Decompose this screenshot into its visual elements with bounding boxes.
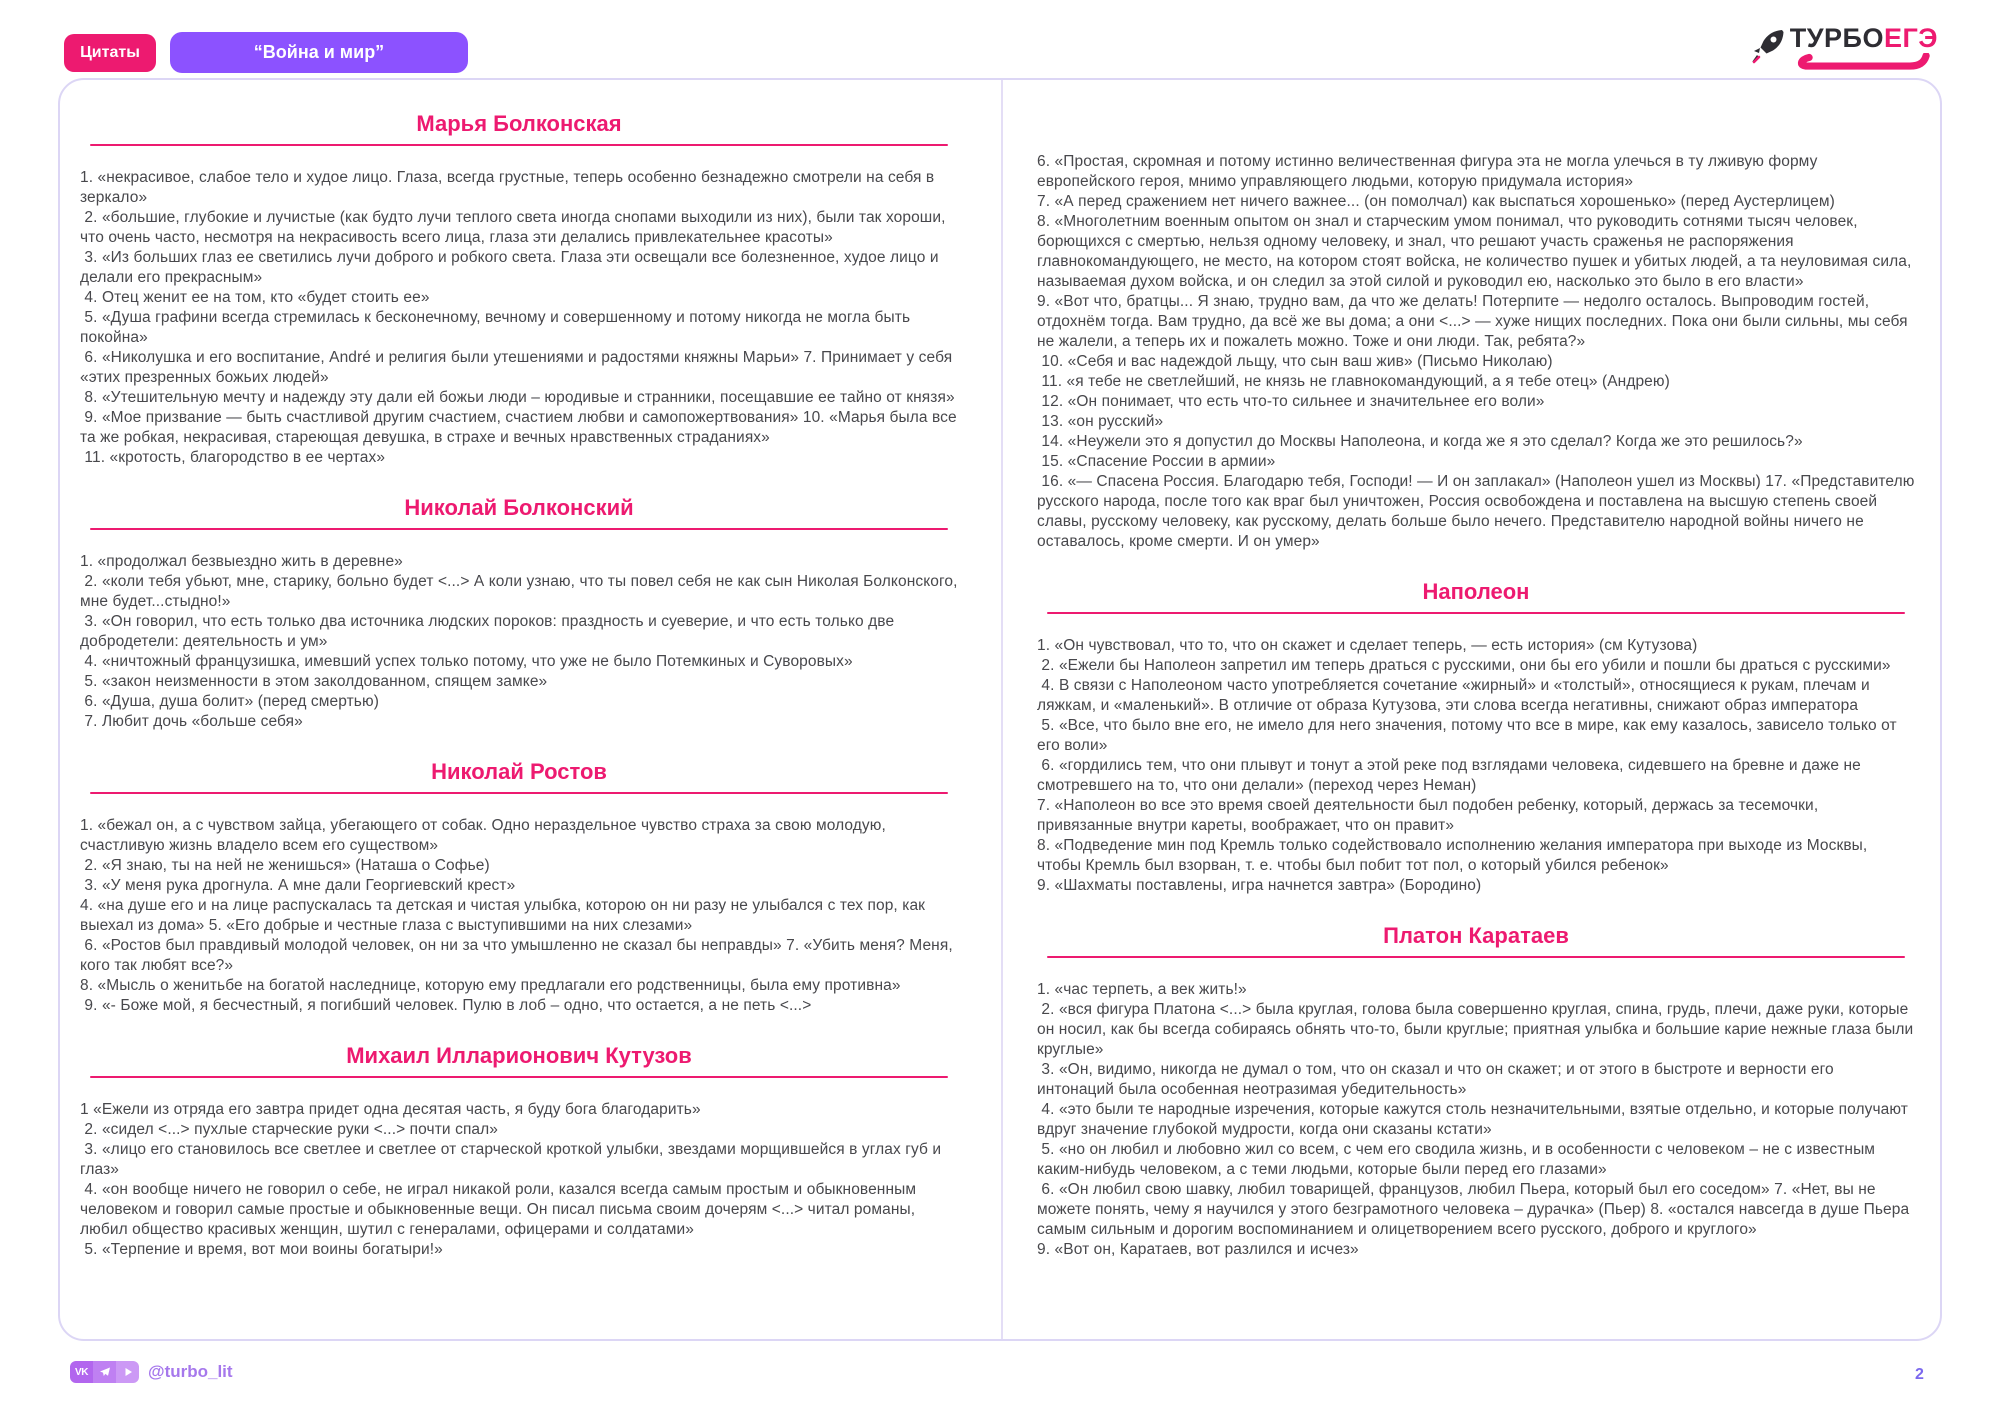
quote-paragraph: 6. «Простая, скромная и потому истинно величественная фигура эта не могла улечься в ту лживую форму европейского героя, мнимо управляющего людьми, которую придумала история»: [1037, 153, 1822, 190]
quote-paragraph: 7. «А перед сражением нет ничего важнее... (он помолчал) как выспаться хорошенько» (перед Аустерлицем): [1037, 193, 1835, 210]
quote-paragraph: 1. «некрасивое, слабое тело и худое лицо. Глаза, всегда грустные, теперь особенно безнадежно смотрели на себя в зеркало»: [80, 169, 939, 206]
section-heading: Наполеон: [1422, 579, 1530, 604]
quote-paragraph: 5. «Душа графини всегда стремилась к бесконечному, вечному и совершенному и потому никогда не могла быть покойна»: [80, 309, 915, 346]
quote-paragraph: 1. «продолжал безвыездно жить в деревне»: [80, 553, 403, 570]
quote-paragraph: 6. «гордились тем, что они плывут и тонут а этой реке под взглядами человека, сидевшего на бревне и даже не смотревшего на то, что они делали» (переход через Неман): [1037, 757, 1866, 794]
social-handle[interactable]: @turbo_lit: [148, 1362, 233, 1381]
quote-section: [1037, 922, 1918, 1260]
quote-paragraph: 6. «Он любил свою шавку, любил товарищей, французов, любил Пьера, который был его соседом» 7. «Нет, вы не можете понять, чему я научился у этого безграмотного человека – дурачка» (Пьер) 8. «остался навсегда в душе Пьера самым сильным и дорогим воспоминанием и олицетворением всего русского, доброго и круглого»: [1037, 1181, 1914, 1238]
telegram-icon[interactable]: [93, 1361, 116, 1383]
section-heading: Марья Болконская: [416, 111, 622, 136]
quote-paragraph: 14. «Неужели это я допустил до Москвы Наполеона, и когда же я это сделал? Когда же это решилось?»: [1037, 433, 1803, 450]
quote-paragraph: 2. «Я знаю, ты на ней не женишься» (Наташа о Софье): [80, 857, 490, 874]
quote-paragraph: 2. «большие, глубокие и лучистые (как будто лучи теплого света иногда снопами выходили из них), были так хороши, что очень часто, несмотря на некрасивость всего лица, глаза эти делались привлекательнее красоты»: [80, 209, 950, 246]
play-icon[interactable]: [116, 1361, 139, 1383]
section-heading: Платон Каратаев: [1383, 923, 1569, 948]
quote-section: [80, 110, 962, 468]
quote-paragraph: 5. «Терпение и время, вот мои воины богатыри!»: [80, 1241, 443, 1258]
quote-paragraph: 5. «закон неизменности в этом заколдованном, спящем замке»: [80, 673, 548, 690]
heading-underline: [1047, 956, 1905, 958]
book-title-badge[interactable]: “Война и мир”: [170, 32, 468, 73]
rocket-icon: [1748, 26, 1788, 66]
quote-paragraph: 3. «У меня рука дрогнула. А мне дали Георгиевский крест»: [80, 877, 516, 894]
quote-paragraph: 3. «Он говорил, что есть только два источника людских пороков: праздность и суеверие, и что есть только две добродетели: деятельность и ум»: [80, 613, 899, 650]
turboege-logo: [1748, 24, 1938, 71]
quote-paragraph: 8. «Утешительную мечту и надежду эту дали ей божьи люди – юродивые и странники, посещавшие ее тайно от князя»: [80, 389, 955, 406]
quote-paragraph: 9. «Вот что, братцы... Я знаю, трудно вам, да что же делать! Потерпите — недолго осталось. Выпроводим гостей, отдохнём тогда. Вам трудно, да всё же вы дома; а они <...> — хуже нищих последних. Пока они были сильны, мы себя не жалели, а теперь их и пожалеть можно. Тоже и они люди. Так, ребята?»: [1037, 293, 1913, 350]
quote-paragraph: 4. «он вообще ничего не говорил о себе, не играл никакой роли, казался всегда самым простым и обыкновенным человеком и говорил самые простые и обыкновенные вещи. Он писал письма своим дочерям <...> читал романы, любил общество красивых женщин, шутил с генералами, офицерами и солдатами»: [80, 1181, 921, 1238]
quote-paragraph: 4. «на душе его и на лице распускалась та детская и чистая улыбка, которою он ни разу не улыбался с тех пор, как выехал из дома» 5. «Его добрые и честные глаза с выступившими на них слезами»: [80, 897, 930, 934]
quote-paragraph: 9. «Шахматы поставлены, игра начнется завтра» (Бородино): [1037, 877, 1482, 894]
quote-section: [1037, 578, 1915, 896]
content-card: [58, 78, 1942, 1341]
heading-underline: [90, 144, 948, 146]
left-column: [80, 110, 962, 1260]
quote-paragraph: 11. «кротость, благородство в ее чертах»: [80, 449, 386, 466]
quote-paragraph: 10. «Себя и вас надеждой льщу, что сын ваш жив» (Письмо Николаю): [1037, 353, 1553, 370]
quote-paragraph: 3. «Он, видимо, никогда не думал о том, что он сказал и что он скажет; и от этого в быстроте и верности его интонаций была особенная неотразимая убедительность»: [1037, 1061, 1839, 1098]
section-heading: Николай Ростов: [431, 759, 607, 784]
quote-section: [80, 494, 962, 732]
quote-paragraph: 4. Отец женит ее на том, кто «будет стоить ее»: [80, 289, 430, 306]
quote-paragraph: 9. «- Боже мой, я бесчестный, я погибший человек. Пулю в лоб – одно, что остается, а не петь <...>: [80, 997, 812, 1014]
quote-paragraph: 1 «Ежели из отряда его завтра придет одна десятая часть, я буду бога благодарить»: [80, 1101, 701, 1118]
page-number: 2: [1915, 1366, 1924, 1383]
quote-paragraph: 8. «Многолетним военным опытом он знал и старческим умом понимал, что руководить сотнями тысяч человек, борющихся с смертью, нельзя одному человеку, и знал, что решают участь сраженья не распоряжения главнокомандующего, не место, на котором стоят войска, не количество пушек и убитых людей, а та неуловимая сила, называемая духом войска, и он следил за этой силой и руководил ею, насколько это было в его власти»: [1037, 213, 1916, 290]
quote-paragraph: 2. «коли тебя убьют, мне, старику, больно будет <...> А коли узнаю, что ты повел себя не как сын Николая Болконского, мне будет...стыдно!»: [80, 573, 962, 610]
quote-paragraph: 4. В связи с Наполеоном часто употребляется сочетание «жирный» и «толстый», относящиеся к рукам, плечам и ляжкам, и «маленький». В отличие от образа Кутузова, эти слова всегда негативны, снижают образ императора: [1037, 677, 1875, 714]
quote-paragraph: 5. «Все, что было вне его, не имело для него значения, потому что все в мире, как ему казалось, зависело только от его воли»: [1037, 717, 1902, 754]
logo-text: [1790, 24, 1938, 52]
quote-section: [80, 758, 958, 1016]
quote-paragraph: 1. «час терпеть, а век жить!»: [1037, 981, 1247, 998]
quotes-badge[interactable]: Цитаты: [64, 34, 156, 72]
quote-paragraph: 5. «но он любил и любовно жил со всем, с чем его сводила жизнь, и в особенности с человеком – не с известным каким-нибудь человеком, а с теми людьми, которые были перед его глазами»: [1037, 1141, 1880, 1178]
heading-underline: [90, 792, 948, 794]
logo-text-ege: ЕГЭ: [1883, 23, 1938, 53]
quote-paragraph: 6. «Душа, душа болит» (перед смертью): [80, 693, 379, 710]
quote-paragraph: 3. «Из больших глаз ее светились лучи доброго и робкого света. Глаза эти освещали все болезненное, худое лицо и делали его прекрасным»: [80, 249, 944, 286]
heading-underline: [1047, 612, 1905, 614]
section-heading: Михаил Илларионович Кутузов: [346, 1043, 692, 1068]
quote-paragraph: 2. «сидел <...> пухлые старческие руки <...> почти спал»: [80, 1121, 499, 1138]
right-column: [1037, 110, 1919, 1260]
quote-paragraph: 15. «Спасение России в армии»: [1037, 453, 1276, 470]
vk-icon[interactable]: VK: [70, 1361, 93, 1383]
section-heading: Николай Болконский: [404, 495, 634, 520]
quote-paragraph: 6. «Николушка и его воспитание, André и религия были утешениями и радостями княжны Марьи» 7. Принимает у себя «этих презренных божьих людей»: [80, 349, 957, 386]
quote-paragraph: 12. «Он понимает, что есть что-то сильнее и значительнее его воли»: [1037, 393, 1545, 410]
quote-paragraph: 8. «Мысль о женитьбе на богатой наследнице, которую ему предлагали его родственницы, была ему противна»: [80, 977, 901, 994]
quote-paragraph: 16. «— Спасена Россия. Благодарю тебя, Господи! — И он заплакал» (Наполеон ушел из Москвы) 17. «Представителю русского народа, после того как враг был уничтожен, Россия освобождена и поставлена на высшую степень своей славы, русскому человеку, как русскому, делать больше было нечего. Представителю народной войны ничего не оставалось, кроме смерти. И он умер»: [1037, 473, 1919, 550]
social-links: [70, 1361, 139, 1383]
heading-underline: [90, 528, 948, 530]
logo-swoosh: [1791, 53, 1937, 71]
quote-paragraph: 7. «Наполеон во все это время своей деятельности был подобен ребенку, который, держась за тесемочки, привязанные внутри кареты, воображает, что он правит»: [1037, 797, 1823, 834]
heading-underline: [90, 1076, 948, 1078]
quote-paragraph: 4. «это были те народные изречения, которые кажутся столь незначительными, взятые отдельно, и которые получают вдруг значение глубокой мудрости, когда они сказаны кстати»: [1037, 1101, 1913, 1138]
quote-paragraph: 3. «лицо его становилось все светлее и светлее от старческой кроткой улыбки, звездами морщившейся в углах губ и глаз»: [80, 1141, 946, 1178]
quote-section: [80, 1042, 958, 1260]
quote-paragraph: 9. «Мое призвание — быть счастливой другим счастием, счастием любви и самопожертвования» 10. «Марья была все та же робкая, некрасивая, стареющая девушка, в страхе и вечных нравственных страданиях»: [80, 409, 962, 446]
quote-paragraph: 11. «я тебе не светлейший, не князь не главнокомандующий, а я тебе отец» (Андрею): [1037, 373, 1670, 390]
quote-paragraph: 6. «Ростов был правдивый молодой человек, он ни за что умышленно не сказал бы неправды» 7. «Убить меня? Меня, кого так любят все?»: [80, 937, 958, 974]
quote-paragraph: 2. «Ежели бы Наполеон запретил им теперь драться с русскими, они бы его убили и пошли бы драться с русскими»: [1037, 657, 1891, 674]
quote-paragraph: 9. «Вот он, Каратаев, вот разлился и исчез»: [1037, 1241, 1359, 1258]
quote-paragraph: 7. Любит дочь «больше себя»: [80, 713, 303, 730]
logo-text-turbo: ТУРБО: [1789, 23, 1884, 53]
quote-paragraph: 13. «он русский»: [1037, 413, 1164, 430]
quote-paragraph: 2. «вся фигура Платона <...> была круглая, голова была совершенно круглая, спина, грудь, плечи, даже руки, которые он носил, как бы всегда собираясь обнять что-то, были круглые; приятная улыбка и большие карие нежные глаза были круглые»: [1037, 1001, 1918, 1058]
quote-paragraph: 4. «ничтожный французишка, имевший успех только потому, что уже не было Потемкиных и Суворовых»: [80, 653, 853, 670]
quote-paragraph: 1. «Он чувствовал, что то, что он скажет и сделает теперь, — есть история» (см Кутузова): [1037, 637, 1698, 654]
quote-section: [1037, 152, 1919, 552]
quote-paragraph: 1. «бежал он, а с чувством зайца, убегающего от собак. Одно нераздельное чувство страха за свою молодую, счастливую жизнь владело всем его существом»: [80, 817, 891, 854]
column-divider: [1001, 80, 1003, 1339]
quote-paragraph: 8. «Подведение мин под Кремль только содействовало исполнению желания императора при выходе из Москвы, чтобы Кремль был взорван, т. е. чтобы был побит тот пол, о который убился ребенок»: [1037, 837, 1872, 874]
